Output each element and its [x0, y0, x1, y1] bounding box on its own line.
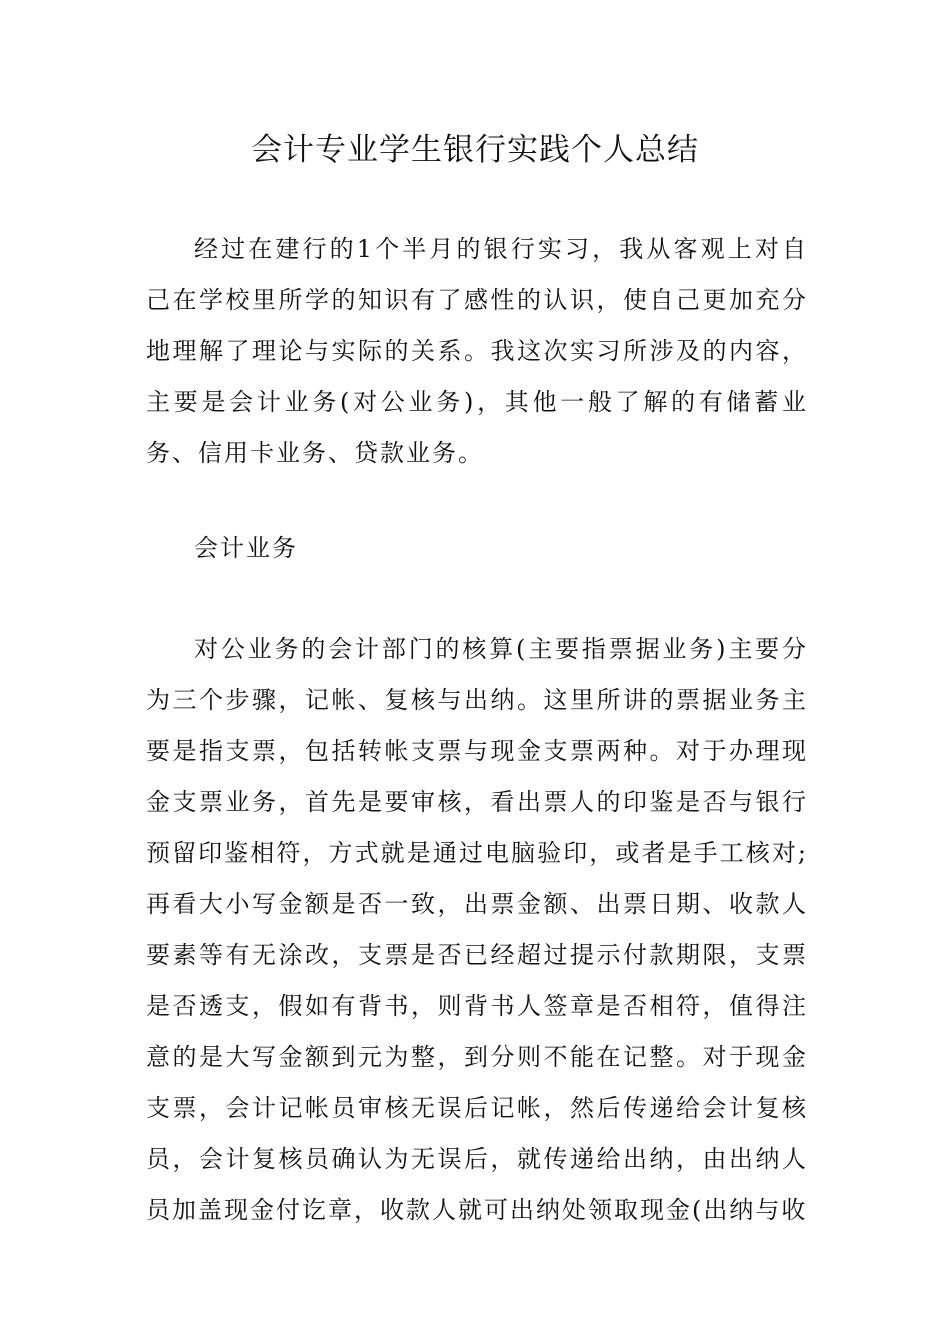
section-heading-accounting: 会计业务: [194, 534, 298, 562]
paragraph-corporate-business: 对公业务的会计部门的核算(主要指票据业务)主要分为三个步骤，记帐、复核与出纳。这里所讲的票据业务主要是指支票，包括转帐支票与现金支票两种。对于办理现金支票业务，首先是要审核，看出票人的印鉴是否与银行预留印鉴相符，方式就是通过电脑验印，或者是手工核对;再看大小写金额是否一致，出票金额、出票日期、收款人要素等有无涂改，支票是否已经超过提示付款期限，支票是否透支，假如有背书，则背书人签章是否相符，值得注意的是大写金额到元为整，到分则不能在记整。对于现金支票，会计记帐员审核无误后记帐，然后传递给会计复核员，会计复核员确认为无误后，就传递给出纳，由出纳人员加盖现金付讫章，收款人就可出纳处领取现金(出纳与收: [146, 635, 808, 1224]
document-title: 会计专业学生银行实践个人总结: [251, 132, 699, 168]
paragraph-intro: 经过在建行的1个半月的银行实习，我从客观上对自己在学校里所学的知识有了感性的认识，使自己更加充分地理解了理论与实际的关系。我这次实习所涉及的内容，主要是会计业务(对公业务)，其他一般了解的有储蓄业务、信用卡业务、贷款业务。: [146, 235, 808, 467]
